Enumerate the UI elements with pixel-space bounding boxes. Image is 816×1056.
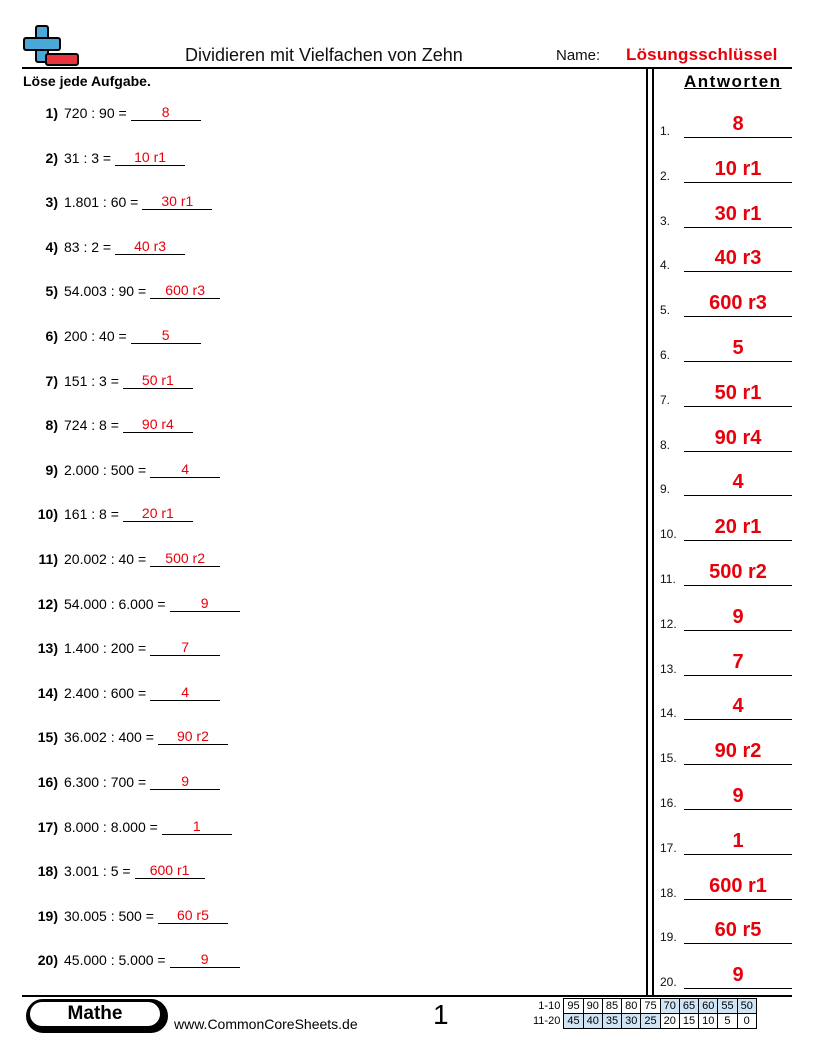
problem-number: 4) [45, 238, 58, 255]
answer-key-line [684, 764, 792, 765]
problem-row [24, 681, 220, 701]
answer-blank[interactable]: 600 r3 [150, 282, 220, 299]
problem-row [24, 235, 185, 255]
problem-expression: 161 : 8 = [64, 506, 119, 523]
problem-row [24, 413, 193, 433]
problem-number: 3) [45, 194, 58, 211]
problem-number: 19) [37, 907, 58, 924]
answer-key-number: 10. [660, 527, 677, 542]
score-cell: 90 [583, 999, 602, 1014]
problem-expression: 1.801 : 60 = [64, 194, 139, 211]
answer-key-row [660, 605, 792, 631]
problem-expression: 2.400 : 600 = [64, 684, 147, 701]
answer-key-value: 5 [732, 337, 744, 359]
problem-number: 10) [37, 506, 58, 523]
problem-expression: 1.400 : 200 = [64, 640, 147, 657]
answer-blank[interactable]: 9 [170, 951, 240, 968]
problem-row [24, 146, 185, 166]
answer-key-value: 4 [732, 695, 744, 718]
problem-number: 13) [37, 640, 58, 657]
problem-number: 14) [37, 684, 58, 701]
answer-key-number: 16. [660, 796, 677, 810]
score-row [530, 1014, 756, 1029]
answer-key-row [660, 739, 792, 765]
answer-key-number: 8. [660, 437, 671, 452]
problem-expression: 45.000 : 5.000 = [64, 952, 166, 969]
score-cell: 65 [679, 999, 698, 1014]
answer-key-number: 7. [660, 392, 671, 407]
score-cell: 80 [622, 999, 641, 1014]
answer-key-value: 9 [732, 785, 744, 807]
problem-expression: 151 : 3 = [64, 372, 119, 389]
answer-key-value: 60 r5 [714, 919, 762, 942]
answer-key-line [684, 316, 792, 317]
answer-key-row [660, 246, 792, 272]
problem-row [24, 592, 240, 612]
answer-key-value: 90 r2 [714, 740, 762, 763]
answer-key-row [660, 694, 792, 720]
score-range-label: 11-20 [533, 1015, 561, 1027]
problem-row [24, 190, 212, 210]
answer-key-line [684, 182, 792, 183]
answer-key-line [684, 137, 792, 138]
score-cell: 35 [602, 1014, 621, 1029]
instructions: Löse jede Aufgabe. [23, 73, 151, 89]
answer-blank[interactable]: 8 [131, 104, 201, 121]
problem-expression: 2.000 : 500 = [64, 461, 147, 478]
answer-key-value: 10 r1 [714, 157, 762, 180]
answer-blank[interactable]: 4 [150, 461, 220, 478]
answer-key-row [660, 784, 792, 810]
answer-key-row [660, 470, 792, 496]
score-cell: 25 [641, 1014, 660, 1029]
problem-number: 1) [45, 105, 58, 121]
problem-row [24, 279, 220, 299]
problem-expression: 30.005 : 500 = [64, 907, 154, 924]
problem-number: 17) [37, 818, 58, 835]
answer-blank[interactable]: 60 r5 [158, 907, 228, 924]
problem-expression: 36.002 : 400 = [64, 729, 154, 746]
problem-expression: 3.001 : 5 = [64, 863, 131, 880]
problem-row [24, 636, 220, 656]
answer-key-number: 5. [660, 303, 671, 318]
answer-key-line [684, 271, 792, 272]
answer-key-row [660, 426, 792, 452]
problem-expression: 54.003 : 90 = [64, 283, 147, 300]
answer-key-number: 2. [660, 168, 671, 183]
problem-expression: 31 : 3 = [64, 149, 112, 166]
answer-blank[interactable]: 4 [150, 684, 220, 701]
answer-key-number: 4. [660, 258, 671, 273]
problem-row [24, 815, 232, 835]
answer-key-value: 9 [732, 964, 744, 987]
problem-number: 5) [45, 283, 58, 300]
answer-key-row [660, 291, 792, 317]
answer-key-value: 7 [732, 650, 744, 673]
answer-key-line [684, 495, 792, 496]
answer-key-value: 8 [732, 113, 744, 135]
score-row [530, 999, 756, 1014]
answer-key-value: 500 r2 [709, 561, 767, 583]
problem-expression: 200 : 40 = [64, 328, 127, 344]
website-link[interactable]: www.CommonCoreSheets.de [174, 1016, 358, 1032]
answer-blank[interactable]: 7 [150, 639, 220, 656]
answer-key-line [684, 988, 792, 989]
problem-expression: 83 : 2 = [64, 238, 112, 255]
score-cell: 0 [737, 1014, 756, 1029]
problem-row [24, 324, 201, 344]
problem-row [24, 859, 205, 879]
answer-key-row [660, 829, 792, 855]
answer-key-value: 4 [732, 471, 744, 494]
answer-blank[interactable]: 30 r1 [142, 193, 212, 210]
answer-key-line [684, 540, 792, 541]
answer-blank[interactable]: 50 r1 [123, 372, 193, 389]
answer-key-number: 15. [660, 751, 677, 766]
problem-expression: 20.002 : 40 = [64, 551, 147, 567]
score-cell: 15 [679, 1014, 698, 1029]
answer-key-line [684, 361, 792, 362]
problem-expression: 724 : 8 = [64, 417, 119, 434]
answer-key-row [660, 874, 792, 900]
answer-blank[interactable]: 5 [131, 327, 201, 344]
problem-number: 18) [37, 863, 58, 880]
score-cell: 55 [718, 999, 737, 1014]
answer-blank[interactable]: 500 r2 [150, 550, 220, 567]
column-divider-right [652, 68, 654, 996]
answer-key-line [684, 451, 792, 452]
answer-key-value: 600 r3 [709, 292, 767, 315]
answer-key-value: 40 r3 [714, 247, 762, 270]
answer-key-value: 9 [732, 605, 744, 628]
answer-blank[interactable]: 20 r1 [123, 505, 193, 522]
problem-row [24, 770, 220, 790]
answer-key-row [660, 560, 792, 586]
plus-minus-logo-icon [22, 24, 80, 68]
score-cell: 70 [660, 999, 679, 1014]
score-range-label: 1-10 [538, 1000, 561, 1012]
score-cell: 20 [660, 1014, 679, 1029]
problem-number: 7) [45, 372, 58, 389]
answer-key-row [660, 918, 792, 944]
problem-row [24, 547, 220, 567]
answer-key-value: 90 r4 [714, 426, 762, 449]
answer-blank[interactable]: 90 r2 [158, 728, 228, 745]
answer-key-row [660, 515, 792, 541]
problem-row [24, 101, 201, 121]
problem-row [24, 948, 240, 968]
answer-key-number: 19. [660, 930, 677, 945]
score-cell: 50 [737, 999, 756, 1014]
answer-blank[interactable]: 9 [150, 773, 220, 790]
answer-key-line [684, 227, 792, 228]
score-table [530, 998, 757, 1029]
problem-number: 8) [45, 417, 58, 434]
problem-number: 20) [37, 952, 58, 969]
answer-key-line [684, 809, 792, 810]
answer-key-value: 600 r1 [709, 874, 767, 897]
problem-number: 6) [45, 328, 58, 344]
answer-key-line [684, 899, 792, 900]
answer-key-number: 18. [660, 885, 677, 900]
problem-number: 9) [45, 461, 58, 478]
answer-key-number: 14. [660, 706, 677, 721]
answer-key-row [660, 963, 792, 989]
answer-blank[interactable]: 600 r1 [135, 862, 205, 879]
problem-number: 16) [37, 774, 58, 790]
answer-key-number: 11. [660, 572, 676, 586]
answer-key-number: 17. [660, 840, 677, 855]
problem-row [24, 369, 193, 389]
answer-blank[interactable]: 1 [162, 818, 232, 835]
answer-key-number: 6. [660, 348, 671, 362]
answer-key-row [660, 112, 792, 138]
answer-key-row [660, 157, 792, 183]
answer-key-value: 30 r1 [714, 202, 762, 225]
answer-blank[interactable]: 9 [170, 595, 240, 612]
score-cell: 10 [699, 1014, 718, 1029]
name-value: Lösungsschlüssel [626, 45, 778, 64]
score-cell: 85 [602, 999, 621, 1014]
answer-key-line [684, 406, 792, 407]
answer-key-row [660, 650, 792, 676]
problem-expression: 8.000 : 8.000 = [64, 818, 158, 835]
problem-number: 11) [38, 551, 58, 567]
problem-row [24, 904, 228, 924]
problem-expression: 720 : 90 = [64, 105, 127, 121]
answer-key-number: 12. [660, 616, 677, 631]
score-cell: 75 [641, 999, 660, 1014]
problem-row [24, 502, 193, 522]
answer-key-value: 1 [732, 829, 744, 852]
answer-key-line [684, 854, 792, 855]
name-label: Name: [556, 47, 601, 64]
worksheet-title: Dividieren mit Vielfachen von Zehn [185, 45, 463, 65]
footer-divider [22, 995, 792, 997]
answer-key-line [684, 943, 792, 944]
score-cell: 60 [699, 999, 718, 1014]
subject-badge: Mathe [30, 1002, 160, 1026]
score-cell: 5 [718, 1014, 737, 1029]
answer-key-number: 20. [660, 975, 677, 990]
score-cell: 30 [622, 1014, 641, 1029]
problem-number: 15) [37, 729, 58, 746]
answer-key-row [660, 202, 792, 228]
answer-key-line [684, 675, 792, 676]
answers-heading: Antworten [684, 72, 782, 91]
answer-blank[interactable]: 10 r1 [115, 149, 185, 166]
answer-key-value: 20 r1 [714, 516, 762, 539]
answer-key-number: 13. [660, 661, 677, 676]
answer-key-value: 50 r1 [714, 381, 762, 404]
answer-key-line [684, 719, 792, 720]
answer-blank[interactable]: 40 r3 [115, 238, 185, 255]
column-divider-left [646, 68, 648, 996]
score-cell: 45 [564, 1014, 583, 1029]
answer-key-number: 1. [660, 124, 671, 138]
answer-key-line [684, 630, 792, 631]
page-number: 1 [433, 999, 449, 1030]
answer-key-row [660, 336, 792, 362]
score-cell: 40 [583, 1014, 602, 1029]
answer-key-number: 9. [660, 482, 671, 497]
answer-key-line [684, 585, 792, 586]
problem-expression: 54.000 : 6.000 = [64, 595, 166, 612]
answer-blank[interactable]: 90 r4 [123, 416, 193, 433]
answer-key-number: 3. [660, 213, 671, 228]
problem-expression: 6.300 : 700 = [64, 774, 147, 790]
header-divider [22, 67, 792, 69]
answer-key-row [660, 381, 792, 407]
problem-number: 12) [37, 595, 58, 612]
problem-number: 2) [45, 149, 58, 166]
problem-row [24, 725, 228, 745]
problem-row [24, 458, 220, 478]
score-cell: 95 [564, 999, 583, 1014]
